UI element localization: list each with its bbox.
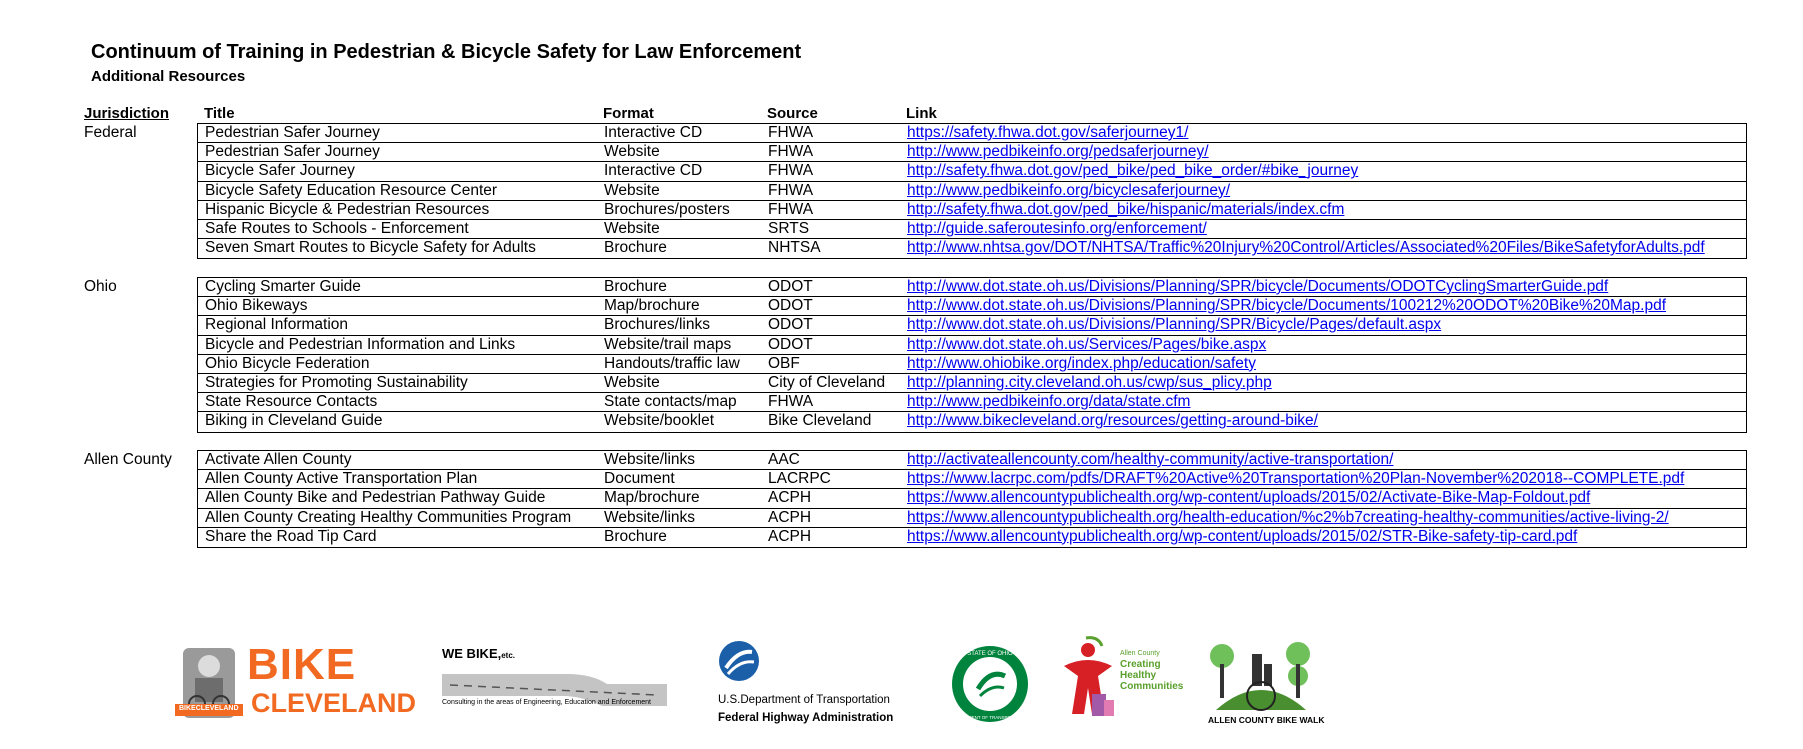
resource-format: Website — [604, 181, 660, 199]
jurisdiction-label: Ohio — [84, 278, 117, 295]
resource-source: ACPH — [768, 508, 812, 526]
resource-title: Safe Routes to Schools - Enforcement — [205, 219, 469, 237]
usdot-emblem-icon — [718, 640, 760, 682]
resource-format: Brochures/posters — [604, 200, 730, 218]
jurisdiction-label: Federal — [84, 124, 137, 141]
usdot-fhwa-logo — [718, 640, 918, 724]
resource-row — [198, 220, 1746, 239]
resource-row — [198, 162, 1746, 181]
resource-title: Ohio Bikeways — [205, 297, 308, 315]
resource-title: Bicycle Safer Journey — [205, 162, 355, 180]
resource-group-ohio — [197, 277, 1747, 433]
resource-format: State contacts/map — [604, 393, 737, 411]
usdot-line1: U.S.Department of Transportation — [718, 694, 890, 706]
resource-link[interactable]: http://guide.saferoutesinfo.org/enforcement/ — [907, 219, 1207, 237]
resource-link[interactable]: http://www.ohiobike.org/index.php/education/safety — [907, 354, 1256, 372]
odot-seal-icon — [950, 644, 1030, 724]
resource-source: SRTS — [768, 219, 810, 237]
header-link: Link — [906, 105, 937, 122]
resource-title: Ohio Bicycle Federation — [205, 354, 370, 372]
resource-format: Brochure — [604, 527, 667, 545]
resource-link[interactable]: https://www.lacrpc.com/pdfs/DRAFT%20Active%20Transportation%20Plan-November%202018--COMPLETE.pdf — [907, 470, 1685, 488]
header-jurisdiction: Jurisdiction — [84, 105, 170, 122]
resource-link[interactable]: http://safety.fhwa.dot.gov/ped_bike/ped_bike_order/#bike_journey — [907, 162, 1359, 180]
resource-format: Website/links — [604, 508, 696, 526]
resource-title: Allen County Creating Healthy Communities Program — [205, 508, 572, 526]
resource-format: Website — [604, 143, 660, 161]
header-format: Format — [603, 105, 654, 122]
resource-title: Activate Allen County — [205, 451, 352, 468]
resource-format: Brochure — [604, 278, 667, 295]
resource-format: Website — [604, 219, 660, 237]
resource-link[interactable]: http://www.pedbikeinfo.org/bicyclesaferjourney/ — [907, 181, 1231, 199]
bike-cleveland-wordmark-top: BIKE — [247, 640, 357, 689]
resource-row — [198, 124, 1746, 143]
resource-title: Pedestrian Safer Journey — [205, 124, 380, 141]
resource-row — [198, 451, 1746, 470]
resource-format: Document — [604, 470, 675, 488]
resource-title: Allen County Bike and Pedestrian Pathway Guide — [205, 489, 546, 507]
resource-title: Pedestrian Safer Journey — [205, 143, 380, 161]
resource-format: Brochures/links — [604, 316, 710, 334]
resource-source: FHWA — [768, 124, 814, 141]
resource-row — [198, 355, 1746, 374]
we-bike-tagline: Consulting in the areas of Engineering, Education and Enforcement — [442, 699, 651, 706]
resource-title: Bicycle and Pedestrian Information and Links — [205, 335, 516, 353]
creating-healthy-communities-logo — [1058, 636, 1193, 726]
resource-source: LACRPC — [768, 470, 831, 488]
resource-link[interactable]: http://www.nhtsa.gov/DOT/NHTSA/Traffic%20Injury%20Control/Articles/Associated%20Files/BikeSafetyforAdults.pdf — [907, 239, 1705, 257]
we-bike-name: WE BIKE, — [442, 646, 502, 661]
chc-line1: Allen County — [1120, 650, 1160, 657]
resource-format: Handouts/traffic law — [604, 354, 740, 372]
resource-row — [198, 239, 1746, 258]
resource-row — [198, 297, 1746, 316]
document-subtitle: Additional Resources — [91, 68, 246, 85]
resource-source: FHWA — [768, 181, 814, 199]
resource-title: Allen County Active Transportation Plan — [205, 470, 478, 488]
bike-cleveland-logo — [175, 640, 417, 724]
resource-title: Cycling Smarter Guide — [205, 278, 361, 295]
bike-cleveland-wordmark-bottom: CLEVELAND — [251, 688, 417, 718]
resource-link[interactable]: http://www.dot.state.oh.us/Divisions/Planning/SPR/Bicycle/Pages/default.aspx — [907, 316, 1442, 334]
resource-title: Strategies for Promoting Sustainability — [205, 373, 468, 391]
resource-source: City of Cleveland — [768, 373, 886, 391]
resource-link[interactable]: https://www.allencountypublichealth.org/wp-content/uploads/2015/02/Activate-Bike-Map-Foldout.pdf — [907, 489, 1591, 507]
resource-format: Website/trail maps — [604, 335, 732, 353]
resource-group-federal — [197, 123, 1747, 259]
resource-link[interactable]: http://safety.fhwa.dot.gov/ped_bike/hispanic/materials/index.cfm — [907, 200, 1345, 218]
resource-source: AAC — [768, 451, 800, 468]
svg-text:DEPARTMENT OF TRANSPORTATION: DEPARTMENT OF TRANSPORTATION — [950, 715, 1030, 720]
resource-source: FHWA — [768, 393, 814, 411]
resource-row — [198, 374, 1746, 393]
resource-title: Biking in Cleveland Guide — [205, 412, 383, 430]
resource-row — [198, 143, 1746, 162]
odot-logo — [950, 644, 1030, 724]
bike-walk-label: ALLEN COUNTY BIKE WALK — [1208, 715, 1325, 725]
resource-row — [198, 278, 1746, 297]
resource-row — [198, 470, 1746, 489]
resource-format: Map/brochure — [604, 489, 700, 507]
jurisdiction-label: Allen County — [84, 451, 172, 468]
resource-source: FHWA — [768, 162, 814, 180]
resource-source: Bike Cleveland — [768, 412, 872, 430]
we-bike-logo — [442, 644, 667, 724]
resource-link[interactable]: http://activateallencounty.com/healthy-community/active-transportation/ — [907, 451, 1394, 468]
resource-link[interactable]: http://www.pedbikeinfo.org/pedsaferjourney/ — [907, 143, 1209, 161]
resource-row — [198, 316, 1746, 335]
header-source: Source — [767, 105, 818, 122]
resource-link[interactable]: https://www.allencountypublichealth.org/health-education/%c2%b7creating-healthy-communities/active-living-2/ — [907, 508, 1669, 526]
resource-row — [198, 201, 1746, 220]
resource-source: OBF — [768, 354, 800, 372]
resource-source: ACPH — [768, 527, 812, 545]
resource-row — [198, 509, 1746, 528]
chc-line2: Creating — [1120, 659, 1161, 670]
resource-row — [198, 528, 1746, 547]
resource-link[interactable]: https://safety.fhwa.dot.gov/saferjourney1/ — [907, 124, 1189, 141]
resource-link[interactable]: http://www.dot.state.oh.us/Divisions/Planning/SPR/bicycle/Documents/100212%20ODOT%20Bike%20Map.pdf — [907, 297, 1667, 315]
resource-source: ODOT — [768, 297, 813, 315]
resource-link[interactable]: https://www.allencountypublichealth.org/wp-content/uploads/2015/02/STR-Bike-safety-tip-card.pdf — [907, 527, 1578, 545]
resource-row — [198, 336, 1746, 355]
resource-title: Bicycle Safety Education Resource Center — [205, 181, 498, 199]
header-title: Title — [204, 105, 235, 122]
resource-format: Website — [604, 373, 660, 391]
resource-row — [198, 182, 1746, 201]
resource-source: NHTSA — [768, 239, 821, 257]
resource-format: Interactive CD — [604, 124, 703, 141]
resource-link[interactable]: http://planning.city.cleveland.oh.us/cwp/sus_plicy.php — [907, 373, 1272, 391]
resource-source: ACPH — [768, 489, 812, 507]
chc-line3: Healthy — [1120, 670, 1157, 681]
resource-format: Brochure — [604, 239, 667, 257]
document-title: Continuum of Training in Pedestrian & Bicycle Safety for Law Enforcement — [91, 41, 802, 63]
resource-format: Map/brochure — [604, 297, 700, 315]
usdot-line2: Federal Highway Administration — [718, 712, 894, 724]
resource-link[interactable]: http://www.bikecleveland.org/resources/getting-around-bike/ — [907, 412, 1318, 430]
chc-figure-icon — [1058, 636, 1118, 722]
bike-walk-emblem-icon — [1206, 640, 1316, 712]
resource-source: ODOT — [768, 335, 813, 353]
resource-title: Share the Road Tip Card — [205, 527, 377, 545]
resource-row — [198, 489, 1746, 508]
bike-cleveland-small: BIKECLEVELAND — [179, 705, 239, 712]
allen-county-bike-walk-logo — [1206, 640, 1326, 730]
resource-row — [198, 393, 1746, 412]
we-bike-suffix: etc. — [501, 651, 516, 660]
resource-row — [198, 412, 1746, 431]
resource-title: Regional Information — [205, 316, 349, 334]
resource-title: State Resource Contacts — [205, 393, 378, 411]
resource-format: Website/links — [604, 451, 696, 468]
svg-text:STATE OF OHIO: STATE OF OHIO — [967, 651, 1013, 657]
resource-source: FHWA — [768, 143, 814, 161]
resource-source: ODOT — [768, 316, 813, 334]
resource-title: Hispanic Bicycle & Pedestrian Resources — [205, 200, 490, 218]
resource-link[interactable]: http://www.pedbikeinfo.org/data/state.cfm — [907, 393, 1191, 411]
resource-format: Website/booklet — [604, 412, 714, 430]
sponsor-logos — [0, 630, 1803, 730]
resource-link[interactable]: http://www.dot.state.oh.us/Services/Pages/bike.aspx — [907, 335, 1267, 353]
resource-source: ODOT — [768, 278, 813, 295]
resource-group-allen-county — [197, 450, 1747, 548]
road-graphic-icon — [442, 662, 667, 722]
resource-format: Interactive CD — [604, 162, 703, 180]
chc-line4: Communities — [1120, 681, 1184, 692]
resource-link[interactable]: http://www.dot.state.oh.us/Divisions/Planning/SPR/bicycle/Documents/ODOTCyclingSmarterGuide.pdf — [907, 278, 1609, 295]
resource-title: Seven Smart Routes to Bicycle Safety for Adults — [205, 239, 536, 257]
resource-source: FHWA — [768, 200, 814, 218]
